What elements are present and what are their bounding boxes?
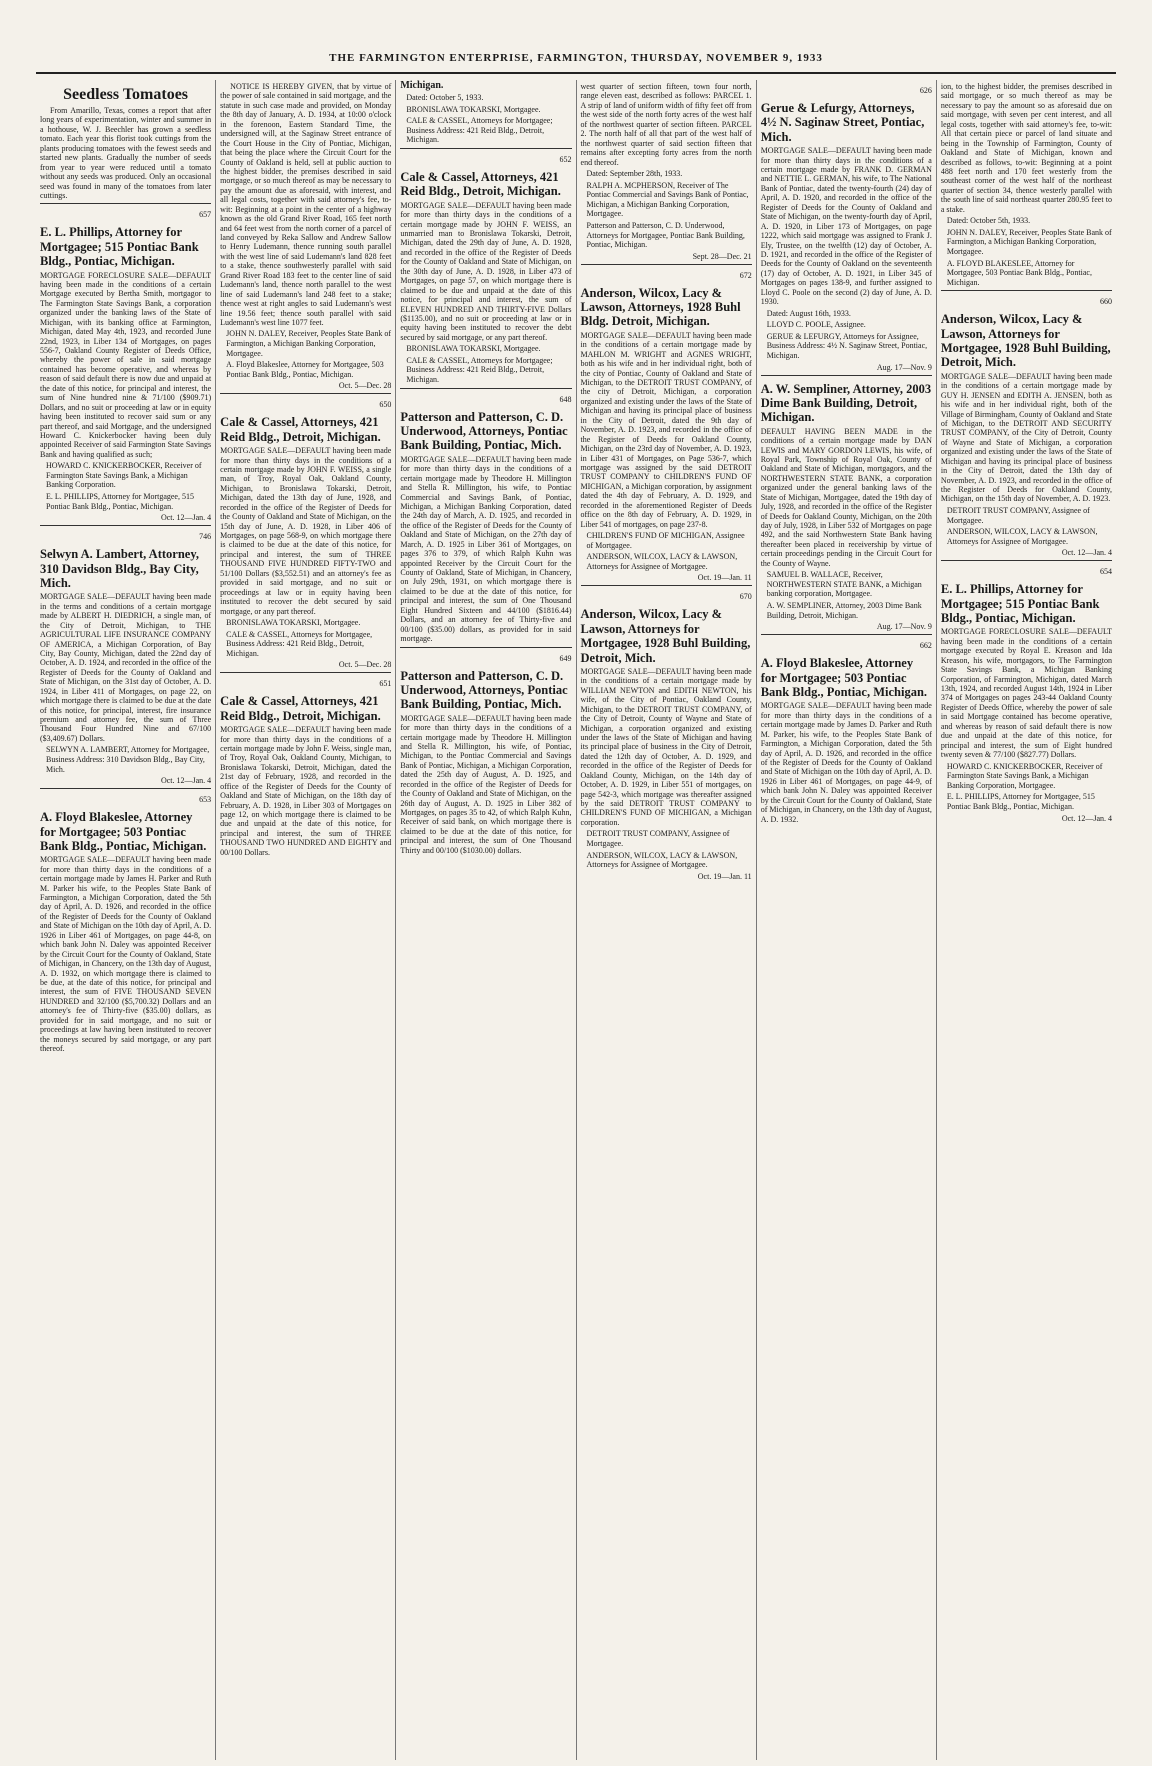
notice-signature: DETROIT TRUST COMPANY, Assignee of Mortgagee. — [946, 505, 1090, 525]
notice-run-dates: Oct. 12—Jan. 4 — [1061, 813, 1113, 823]
notice-signature: JOHN N. DALEY, Receiver, Peoples State Bank of Farmington, a Michigan Banking Corporation, Mortgagee. — [226, 329, 392, 358]
notice-run-dates: Aug. 17—Nov. 9 — [876, 622, 932, 632]
notice-body: MORTGAGE SALE—DEFAULT having been made in the conditions of a certain mortgage made by MAHLON M. WRIGHT and AGNES WRIGHT, both as his wife and in her individual right, both of the city of Pontiac, County of Oakland and State of Michigan, to the DETROIT TRUST COMPANY, of the city of Detroit, Michigan, a corporation organized and existing under the laws of the State of Michigan and having its principal place of business in the City of Detroit, dated the 9th day of November, A. D. 1923, and recorded in the office of the Register of Deeds for Oakland County, Michigan, on the 23rd day of November, A. D. 1923, in Liber 431 of Mortgages, on Page 536-7, which mortgage was assigned by the said DETROIT TRUST COMPANY to CHILDREN'S FUND OF MICHIGAN, a Michigan corporation, by assignment dated the 4th day of February, A. D. 1929, and recorded in the aforementioned Register of Deeds office on the 8th day of February, A. D. 1929, in Liber 541 of mortgages, on page 237-8. — [580, 330, 752, 529]
notice-body: MORTGAGE SALE—DEFAULT having been made for more than thirty days in the conditions of a certain mortgage made by Theodore H. Millington and Stella R. Millington, his wife, to Pontiac Commercial and Savings Bank, of Pontiac, Michigan, a Michigan Banking Corporation, dated the 24th day of March, A. D. 1925, and recorded in the office of the Register of Deeds for the County of Oakland and State of Michigan, on the 27th day of March, A. D. 1925 in Liber 361 of Mortgages, on pages 376 to 379, of which Ralph Kuhn was appointed Receiver by the Circuit Court for the County of Oakland, State of Michigan, in Chancery, on July 29th, 1931, on which mortgage there is claimed to be due at the date of this notice, for principal and interest, the sum of One Thousand Eight Hundred Sixteen and 44/100 ($1816.44) Dollars, and an attorney fee of Thirty-five and 00/100 ($35.00) dollars, as provided for in said mortgage. — [400, 454, 572, 644]
article-body: From Amarillo, Texas, comes a report that after long years of experimentation, winter and summer in a hothouse, W. J. Beechler has grown a seedless tomato. Each year this florist took cuttings from the plants producing tomatoes with the fewest seeds and started new plants. Gradually the number of seeds from year to year were reduced until a tomato without any seeds was produced. Only an occasional seed was found in many of the tomatoes from later cuttings. — [40, 106, 212, 200]
notice-body: MORTGAGE SALE—DEFAULT having been made for more than thirty days in the conditions of a certain mortgage made by James H. Parker and Ruth M. Parker his wife, to the Peoples State Bank of Farmington, a Michigan Corporation, dated the 5th day of April, A. D. 1926, and recorded in the office of the Register of Deeds for the County of Oakland and State of Michigan on the 10th day of April, A. D. 1926 in Liber 461 of Mortgages, on page 44-8, on which bank John N. Daley was appointed Receiver by the Circuit Court for the County of Oakland, State of Michigan, in Chancery, on the 13th day of August, A. D. 1932, on which mortgage there is claimed to be due, at the date of this notice, for principal and interest, the sum of FIVE THOUSAND SEVEN HUNDRED and 32/100 ($5,700.32) Dollars and an attorney's fee of Thirty-five ($35.00) dollars, as provided for in said mortgage, and no suit or proceedings at law having been instituted to recover the moneys secured by said mortgage, or any part thereof. — [40, 855, 212, 1053]
notice-number: 626 — [919, 86, 932, 95]
notice-attorney: A. Floyd Blakeslee, Attorney for Mortgagee, 503 Pontiac Bank Bldg., Pontiac, Michigan. — [226, 360, 384, 379]
notice-number: 650 — [379, 400, 392, 410]
notice-run-dates: Oct. 5—Dec. 28 — [338, 660, 392, 670]
notice-date-line: Dated: August 16th, 1933. — [766, 308, 851, 318]
notice-body: MORTGAGE FORECLOSURE SALE—DEFAULT having been made in the conditions of a certain Mortgage executed by Bertha Smith, mortgagor to The Farmington State Savings Bank, a corporation organized under the banking laws of the State of Michigan, with its banking office at Farmington, Michigan, dated May 4th, 1923, and recorded June 22nd, 1923, in Liber 134 of Mortgages, on pages 556-7, Oakland County Register of Deeds Office, whereby the power of sale in said mortgage contained has become operative, and whereas by reason of said default there is now due and unpaid at the date of this notice, for principal and interest, the sum of Nine hundred nine & 71/100 ($909.71) Dollars, and no suit or proceeding at law or in equity having been instituted to recover said sum or any part thereof, and said Mortgage, and the undersigned Howard C. Knickerbocker having been duly appointed Receiver of said Farmington State Savings Bank and having qualified as such; — [40, 270, 212, 459]
notice-signature: HOWARD C. KNICKERBOCKER, Receiver of Farmington State Savings Bank, a Michigan Banking Corporation, Mortgagee. — [946, 761, 1103, 790]
notice-heading: Patterson and Patterson, C. D. Underwood, Attorneys, Pontiac Bank Building, Pontiac, Mich. — [400, 409, 568, 453]
notice-run-dates: Aug. 17—Nov. 9 — [876, 362, 932, 372]
notice-heading: Michigan. — [400, 80, 444, 91]
notice-heading: E. L. Phillips, Attorney for Mortgagee; 515 Pontiac Bank Bldg., Pontiac, Michigan. — [40, 225, 199, 269]
notice-run-dates: Oct. 19—Jan. 11 — [697, 871, 752, 881]
divider — [761, 634, 932, 635]
notice-body: MORTGAGE SALE—DEFAULT having been made in the conditions of a certain mortgage made by GUY H. JENSEN and EDITH A. JENSEN, both as his wife and in her individual right, both of the Village of Birmingham, County of Oakland and State of Michigan, to the DETROIT AND SECURITY TRUST COMPANY, of the City of Detroit, County of Wayne and State of Michigan, a corporation organized and existing under the laws of the State of Michigan and having its principal place of business in the City of Detroit, dated the 13th day of November, A. D. 1923, and recorded in the office of the Register of Deeds for Oakland County, Michigan, on the 15th day of November, A. D. 1923. — [940, 371, 1113, 504]
columns — [36, 80, 1116, 1760]
divider — [220, 393, 391, 394]
notice-signature: RALPH A. MCPHERSON, Receiver of The Pontiac Commercial and Savings Bank of Pontiac, Michigan, a Michigan Banking Corporation, Mortgagee. — [586, 180, 749, 219]
notice-number: 657 — [199, 210, 212, 220]
notice-attorney: CALE & CASSEL, Attorneys for Mortgagee; Business Address: 421 Reid Bldg., Detroit, Michigan. — [406, 355, 553, 385]
notice-date-line: Dated: October 5, 1933. — [406, 93, 484, 102]
divider — [941, 560, 1112, 561]
notice-body: MORTGAGE SALE—DEFAULT having been made for more than thirty days in the conditions of a certain mortgage made by JOHN F. WEISS, an unmarried man to Bronislawa Tokarski, Detroit, Michigan, dated the 29th day of June, A. D. 1928, and recorded in the office of the Register of Deeds for the County of Oakland and State of Michigan, on the 30th day of June, A. D. 1928, in Liber 473 of Mortgages, on page 57, on which mortgage there is claimed to be due and unpaid at the date of this notice, for principal and interest, the sum of ELEVEN HUNDRED AND THIRTY-FIVE Dollars ($1135.00), and no suit or proceeding at law or in equity having been instituted to recover the debt secured by said mortgage, or any part thereof. — [400, 200, 572, 342]
column-4 — [577, 80, 757, 1760]
notice-attorney: A. FLOYD BLAKESLEE, Attorney for Mortgagee, 503 Pontiac Bank Bldg., Pontiac, Michigan. — [946, 258, 1092, 287]
notice-signature: HOWARD C. KNICKERBOCKER, Receiver of Farmington State Savings Bank, a Michigan Banking Corporation. — [46, 461, 202, 490]
notice-number: 746 — [199, 532, 212, 542]
notice-attorney: ANDERSON, WILCOX, LACY & LAWSON, Attorneys for Assignee of Mortgagee. — [586, 552, 738, 571]
notice-body: MORTGAGE SALE—DEFAULT having been made for more than thirty days in the conditions of a certain mortgage made by Theodore H. Millington and Stella R. Millington, his wife, of Pontiac, Michigan, to the Pontiac Commercial and Savings Bank of Pontiac, Michigan, a Michigan Corporation, dated the 25th day of August, A. D. 1925, and recorded in the office of the Register of Deeds for the County of Oakland and State of Michigan, on the 26th day of August, A. D. 1925 in Liber 382 of Mortgages, on pages 35 to 42, of which Ralph Kuhn, Receiver of said bank, on which mortgage there is claimed to be due at the date of this notice, for principal and interest, the sum of One Thousand Thirty and 00/100 ($1030.00) dollars. — [400, 713, 572, 855]
notice-attorney: GERUE & LEFURGY, Attorneys for Assignee, Business Address: 4½ N. Saginaw Street, Pontiac, Michigan. — [766, 331, 928, 360]
divider — [400, 647, 571, 648]
notice-run-dates: Oct. 12—Jan. 4 — [1061, 548, 1113, 558]
notice-number: 653 — [199, 795, 212, 805]
masthead-text: THE FARMINGTON ENTERPRISE, FARMINGTON, THURSDAY, NOVEMBER 9, 1933 — [329, 52, 823, 64]
notice-signature: JOHN N. DALEY, Receiver, Peoples State Bank of Farmington, a Michigan Banking Corporation, Mortgagee. — [946, 227, 1112, 256]
notice-heading: Gerue & Lefurgy, Attorneys, 4½ N. Saginaw Street, Pontiac, Mich. — [760, 101, 925, 144]
notice-signature: BRONISLAWA TOKARSKI, Mortgagee. — [226, 617, 361, 627]
notice-heading: A. W. Sempliner, Attorney, 2003 Dime Bank Building, Detroit, Michigan. — [760, 381, 932, 425]
divider — [941, 290, 1112, 291]
notice-body: ion, to the highest bidder, the premises described in said mortgage, or so much thereof as may be necessary to pay the amount so as aforesaid due on said mortgage, with seven per cent interest, and all legal costs, together with said attorney's fee, to-wit: All that certain piece or parcel of land situate and being in the Township of Farmington, County of Oakland and State of Michigan, known and described as follows, to-wit: Beginning at a point 488 feet north and 170 feet westerly from the southeast corner of the west half of the northeast quarter of section 34, thence westerly parallel with the south line of said northeast quarter 280.95 feet to a stake. — [940, 82, 1113, 214]
notice-body: west quarter of section fifteen, town four north, range eleven east, described as follows: PARCEL 1. A strip of land of uniform width of fifty feet off from the west side of the north forty acres of the west half of the northwest quarter of section fifteen. PARCEL 2. The north half of all that part of the west half of the northwest quarter of said section fifteen that remains after excepting forty acres from the north end thereof. — [580, 82, 752, 167]
notice-body: MORTGAGE SALE—DEFAULT having been made in the terms and conditions of a certain mortgage made by ALBERT H. DIEDRICH, a single man, of the City of Detroit, Michigan, to THE AGRICULTURAL LIFE INSURANCE COMPANY OF AMERICA, a Michigan Corporation, of Bay City, Bay County, Michigan, dated the 22nd day of October, A. D. 1924, and recorded in the office of the Register of Deeds for the County of Oakland and State of Michigan, on the 31st day of October, A. D. 1924, in Liber 411 of Mortgages, on page 22, on which mortgage there is claimed to be due at the date of this notice, for principal, interest, fire insurance premium and attorney fee, the sum of Three Thousand Four Hundred Nine and 67/100 ($3,409.67) Dollars. — [40, 592, 212, 743]
notice-signature: CHILDREN'S FUND OF MICHIGAN, Assignee of Mortgagee. — [586, 531, 745, 550]
notice-heading: Anderson, Wilcox, Lacy & Lawson, Attorneys, 1928 Buhl Bldg. Detroit, Michigan. — [580, 285, 741, 329]
notice-attorney: CALE & CASSEL, Attorneys for Mortgagee, Business Address: 421 Reid Bldg., Detroit, Michigan. — [226, 629, 373, 658]
column-1 — [36, 80, 216, 1760]
divider — [400, 148, 571, 149]
headline-seedless-tomatoes: Seedless Tomatoes — [63, 86, 189, 103]
notice-signature: BRONISLAWA TOKARSKI, Mortgagee. — [406, 344, 541, 354]
masthead — [0, 0, 1152, 86]
notice-number: 670 — [739, 592, 752, 602]
notice-body: MORTGAGE FORECLOSURE SALE—DEFAULT having been made in the conditions of a certain mortgage executed by Royal E. Kreason and Ida Kreason, his wife, mortgagors, to The Farmington State Savings Bank, a Michigan Banking Corporation, of Farmington, Michigan, dated March 13th, 1924, and recorded August 14th, 1924 in Liber 374 of Mortgages on pages 243-44 Oakland County Register of Deeds Office, whereby the power of sale in said Mortgage contained has become operative, and whereas by reason of said default there is now due and unpaid at the date of this notice, for principal and interest, the sum of Eight hundred twenty seven & 77/100 ($827.77) Dollars. — [940, 627, 1113, 760]
column-6 — [937, 80, 1116, 1760]
column-5 — [757, 80, 937, 1760]
notice-signature: SAMUEL B. WALLACE, Receiver, NORTHWESTERN STATE BANK, a Michigan banking corporation, Mortgagee. — [766, 570, 922, 599]
notice-attorney: E. L. PHILLIPS, Attorney for Mortgagee, 515 Pontiac Bank Bldg., Pontiac, Michigan. — [46, 492, 194, 511]
notice-number: 652 — [559, 154, 572, 164]
notice-signature: DETROIT TRUST COMPANY, Assignee of Mortgagee. — [586, 829, 730, 848]
divider — [220, 672, 391, 673]
notice-signature: BRONISLAWA TOKARSKI, Mortgagee. — [406, 104, 541, 114]
notice-number: 654 — [1100, 567, 1113, 577]
notice-run-dates: Oct. 19—Jan. 11 — [697, 573, 752, 583]
notice-attorney: CALE & CASSEL, Attorneys for Mortgagee; Business Address: 421 Reid Bldg., Detroit, Michigan. — [406, 116, 553, 145]
divider — [761, 375, 932, 376]
notice-heading: A. Floyd Blakeslee, Attorney for Mortgagee; 503 Pontiac Bank Bldg., Pontiac, Michigan. — [40, 810, 207, 853]
notice-date-line: Dated: October 5th, 1933. — [946, 216, 1031, 226]
notice-heading: Selwyn A. Lambert, Attorney, 310 Davidson Bldg., Bay City, Mich. — [40, 547, 200, 590]
notice-body: MORTGAGE SALE—DEFAULT having been made in the conditions of a certain mortgage made by WILLIAM NEWTON and EDITH NEWTON, his wife, of the City of Pontiac, Oakland County, Michigan, to the DETROIT TRUST COMPANY, of the City of Detroit, County of Wayne and State of Michigan, a corporation organized and existing under the laws of the State of Michigan and having its principal place of business in the City of Detroit, dated the 12th day of October, A. D. 1929, and recorded in the office of the Register of Deeds for Oakland County, Michigan, on the 14th day of October, A. D. 1929, in Liber 551 of mortgages, on page 542-3, which mortgage was thereafter assigned by the said DETROIT TRUST COMPANY to CHILDREN'S FUND OF MICHIGAN, a Michigan corporation. — [580, 666, 752, 827]
notice-number: 672 — [739, 270, 752, 280]
notice-attorney: Patterson and Patterson, C. D. Underwood, Attorneys for Mortgagee, Pontiac Bank Building, Pontiac, Michigan. — [586, 220, 745, 250]
notice-run-dates: Oct. 12—Jan. 4 — [160, 513, 212, 523]
notice-heading: Cale & Cassel, Attorneys, 421 Reid Bldg., Detroit, Michigan. — [400, 169, 561, 199]
notice-number: 662 — [919, 641, 932, 651]
notice-run-dates: Oct. 12—Jan. 4 — [160, 776, 212, 786]
notice-number: 648 — [559, 394, 572, 404]
divider — [400, 388, 571, 389]
notice-number: 651 — [379, 679, 392, 689]
notice-number: 660 — [1100, 297, 1113, 307]
notice-body: MORTGAGE SALE—DEFAULT having been made for more than thirty days in the conditions of a certain mortgage made by FRANK D. GERMAN and NETTIE L. GERMAN, his wife, to The National Bank of Pontiac, dated the twenty-fourth (24) day of April, A. D. 1920, and recorded in the office of the Register of Deeds for the County of Oakland and State of Michigan, on the twenty-fourth day of April, A. D. 1920, in Liber 173 of Mortgages, on page 1222, which said mortgage was assigned to Frank J. Ely, Trustee, on the twelfth (12) day of October, A. D. 1921, and recorded in the office of the Register of Deeds for the County of Oakland on the seventeenth (17) day of October, A. D. 1921, in Liber 345 of Mortgages on pages 138-9, and further assigned to Lloyd C. Poole on the second (2) day of June, A. D. 1930. — [760, 146, 932, 307]
notice-body: NOTICE IS HEREBY GIVEN, that by virtue of the power of sale contained in said mortgage, and the statute in such case made and provided, on Monday the 8th day of January, A. D. 1934, at 10:00 o'clock in the forenoon, Eastern Standard Time, the undersigned will, at the Saginaw Street entrance of the Court House in the City of Pontiac, Michigan, that being the place where the Circuit Court for the County of Oakland is held, sell at public auction to the highest bidder, the premises described in said mortgage, or so much thereof as may be necessary to pay the amount due as aforesaid, with interest, and all legal costs, together with said attorney's fee, to-wit: Beginning at a point in the center of a highway known as the old Grand River Road, 165 feet north and 64 feet west from the north corner of a parcel of land conveyed by Reka Sallow and Andrew Sallow to Henry Ludemann, thence running south parallel with the west line of said Ludemann's land 828 feet to a stake, thence southwesterly parallel with said Grand River Road 183 feet to the center line of said Ludemann's land, thence north parallel to the west line of said Ludemann's land 248 feet to a stake; thence west at right angles to said Ludemann's west line 19.56 feet; thence south parallel with said Ludemann's west line 1077 feet. — [220, 82, 392, 327]
notice-body: DEFAULT HAVING BEEN MADE in the conditions of a certain mortgage made by DAN LEWIS and MARY GORDON LEWIS, his wife, of Royal Park, Township of Royal Oak, County of Oakland and State of Michigan, mortgagors, and the NORTHWESTERN STATE BANK, a corporation organized under the general banking laws of the State of Michigan, Mortgagee, dated the 19th day of July, 1928, and recorded in the office of the Register of Deeds for Oakland County, Michigan, on the 20th day of July, 1928, in Liber 532 of Mortgages on page 492, and the said Northwestern State Bank having thereafter been placed in receivership by virtue of certain proceedings pending in the Circuit Court for the County of Wayne. — [760, 426, 932, 568]
masthead-rule — [36, 72, 1116, 74]
notice-attorney: ANDERSON, WILCOX, LACY & LAWSON, Attorneys for Assignee of Mortgagee. — [586, 850, 738, 870]
divider — [40, 203, 211, 204]
notice-heading: E. L. Phillips, Attorney for Mortgagee; 515 Pontiac Bank Bldg., Pontiac, Michigan. — [940, 582, 1100, 626]
divider — [40, 525, 211, 526]
notice-run-dates: Sept. 28—Dec. 21 — [692, 251, 752, 261]
notice-attorney: ANDERSON, WILCOX, LACY & LAWSON, Attorneys for Assignee of Mortgagee. — [946, 527, 1098, 546]
notice-attorney: A. W. SEMPLINER, Attorney, 2003 Dime Bank Building, Detroit, Michigan. — [766, 601, 922, 620]
notice-heading: Anderson, Wilcox, Lacy & Lawson, Attorneys for Mortgagee, 1928 Buhl Building, Detroit, Mich. — [940, 312, 1111, 370]
notice-attorney: E. L. PHILLIPS, Attorney for Mortgagee, 515 Pontiac Bank Bldg., Pontiac, Michigan. — [946, 792, 1095, 811]
notice-heading: A. Floyd Blakeslee, Attorney for Mortgagee; 503 Pontiac Bank Bldg., Pontiac, Michigan. — [760, 656, 928, 699]
notice-body: MORTGAGE SALE—DEFAULT having been made for more than thirty days in the conditions of a certain mortgage made by James D. Parker and Ruth M. Parker, his wife, to the Peoples State Bank of Farmington, a Michigan Corporation, dated the 5th day of April, A. D. 1926, and recorded in the office of the Register of Deeds for the County of Oakland and State of Michigan on the 10th day of April, A. D. 1926 in Liber 461 of Mortgages, on page 44-9, of which bank John N. Daley was appointed Receiver by the Circuit Court for the County of Oakland, State of Michigan, in Chancery, on the 13th day of August, A. D. 1932. — [760, 701, 932, 824]
divider — [40, 788, 211, 789]
notice-heading: Cale & Cassel, Attorneys, 421 Reid Bldg., Detroit, Michigan. — [220, 415, 381, 444]
notice-heading: Cale & Cassel, Attorneys, 421 Reid Bldg., Detroit, Michigan. — [220, 694, 381, 723]
notice-date-line: Dated: September 28th, 1933. — [586, 168, 683, 178]
notice-signature: SELWYN A. LAMBERT, Attorney for Mortgagee, Business Address: 310 Davidson Bldg., Bay City, Mich. — [46, 745, 210, 774]
notice-heading: Patterson and Patterson, C. D. Underwood, Attorneys, Pontiac Bank Building, Pontiac, Mich. — [400, 668, 568, 712]
notice-body: MORTGAGE SALE—DEFAULT having been made for more than thirty days in the conditions of a certain mortgage made by John F. Weiss, single man, of Troy, Royal Oak, Oakland County, Michigan, to Bronislawa Tokarski, Detroit, Michigan, dated the 21st day of February, 1928, and recorded in the office of the Register of Deeds for the County of Oakland and State of Michigan, on the 18th day of February, A. D. 1928, in Liber 303 of Mortgages on page 12, on which mortgage there is claimed to be due and unpaid at the date of this notice, for principal and interest, the sum of THREE THOUSAND TWO HUNDRED AND EIGHTY and 00/100 Dollars. — [220, 725, 392, 857]
notice-number: 649 — [559, 653, 572, 663]
notice-signature: LLOYD C. POOLE, Assignee. — [766, 320, 866, 330]
column-3 — [396, 80, 576, 1760]
notice-heading: Anderson, Wilcox, Lacy & Lawson, Attorneys for Mortgagee, 1928 Buhl Building, Detroit, Mich. — [580, 607, 751, 665]
notice-run-dates: Oct. 5—Dec. 28 — [338, 381, 392, 391]
divider — [581, 264, 752, 265]
column-2 — [216, 80, 396, 1760]
notice-body: MORTGAGE SALE—DEFAULT having been made for more than thirty days in the conditions of a certain mortgage made by JOHN F. WEISS, a single man, of Troy, Royal Oak, Oakland County, Michigan, to Bronislawa Tokarski, Detroit, Michigan, dated the 13th day of June, 1928, and recorded in the office of the Register of Deeds for the County of Oakland and State of Michigan, on the 15th day of June, A. D. 1928, in Liber 406 of Mortgages, on page 568-9, on which mortgage there is claimed to be due at the date of this notice, for principal and interest, the sum of THREE THOUSAND FIVE HUNDRED FIFTY-TWO and 51/100 Dollars ($3,552.51) and an attorney's fee as provided in said mortgage, and no suit or proceedings at law or in equity having been instituted to recover the debt secured by said mortgage, or any part thereof. — [220, 446, 392, 616]
divider — [581, 585, 752, 586]
